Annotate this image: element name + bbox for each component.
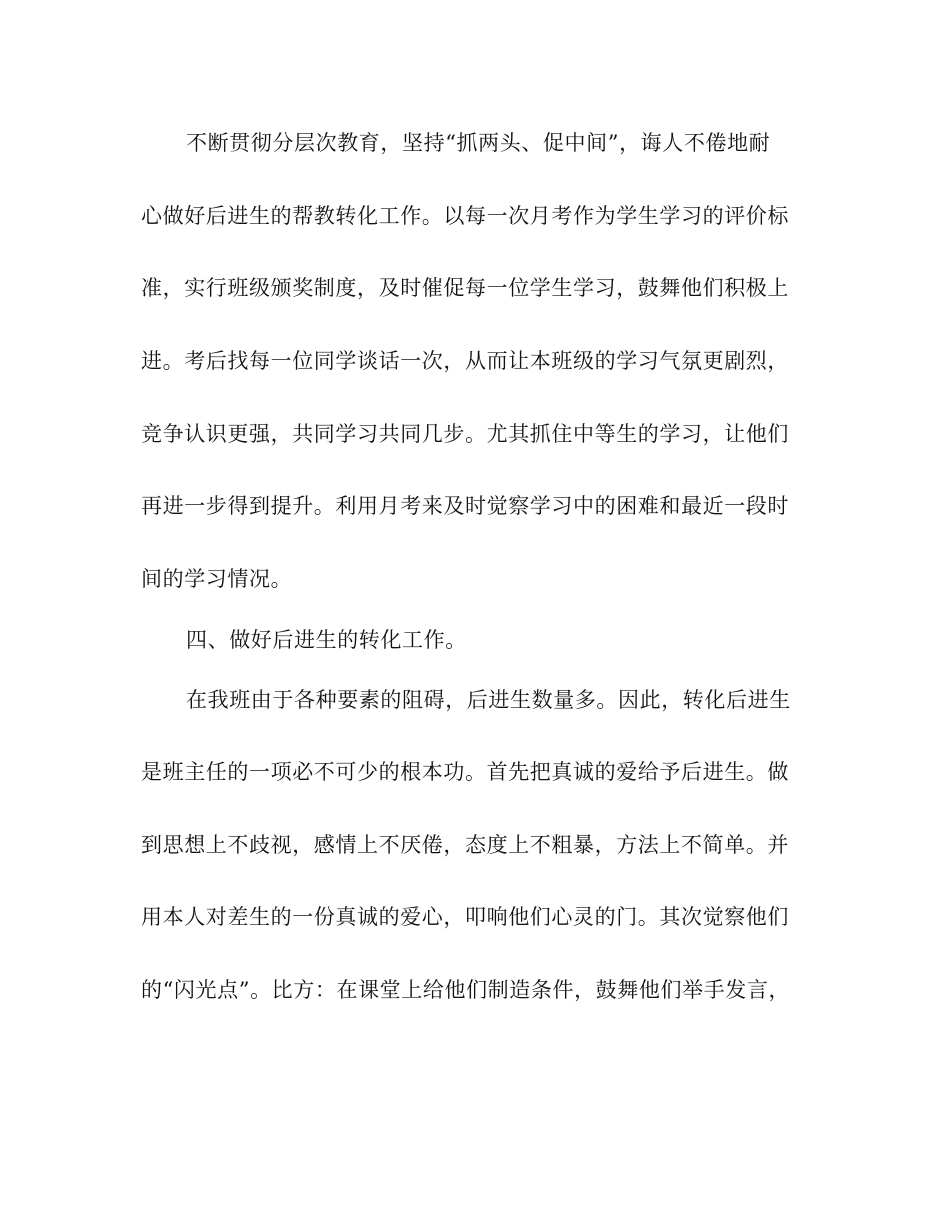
paragraph-line: 是班主任的一项必不可少的根本功。首先把真诚的爱给予后进生。做 [141, 760, 789, 784]
paragraph-line: 不断贯彻分层次教育，坚持“抓两头、促中间”，诲人不倦地耐 [186, 131, 771, 155]
paragraph-line: 再进一步得到提升。利用月考来及时觉察学习中的困难和最近一段时 [141, 494, 789, 518]
paragraph-line: 竞争认识更强，共同学习共同几步。尤其抓住中等生的学习，让他们 [141, 422, 789, 446]
paragraph-line: 在我班由于各种要素的阻碍，后进生数量多。因此，转化后进生 [186, 688, 791, 712]
paragraph-line: 用本人对差生的一份真诚的爱心，叩响他们心灵的门。其次觉察他们 [141, 905, 789, 929]
paragraph-line: 间的学习情况。 [141, 567, 293, 591]
paragraph-line: 准，实行班级颁奖制度，及时催促每一位学生学习，鼓舞他们积极上 [141, 276, 789, 300]
paragraph-line: 的“闪光点”。比方：在课堂上给他们制造条件，鼓舞他们举手发言， [141, 978, 791, 1002]
paragraph-line: 进。考后找每一位同学谈话一次，从而让本班级的学习气氛更剧烈， [141, 349, 789, 373]
paragraph-line: 心做好后进生的帮教转化工作。以每一次月考作为学生学习的评价标 [141, 204, 789, 228]
paragraph-line: 到思想上不歧视，感情上不厌倦，态度上不粗暴，方法上不简单。并 [141, 833, 789, 857]
section-heading: 四、做好后进生的转化工作。 [186, 628, 467, 652]
